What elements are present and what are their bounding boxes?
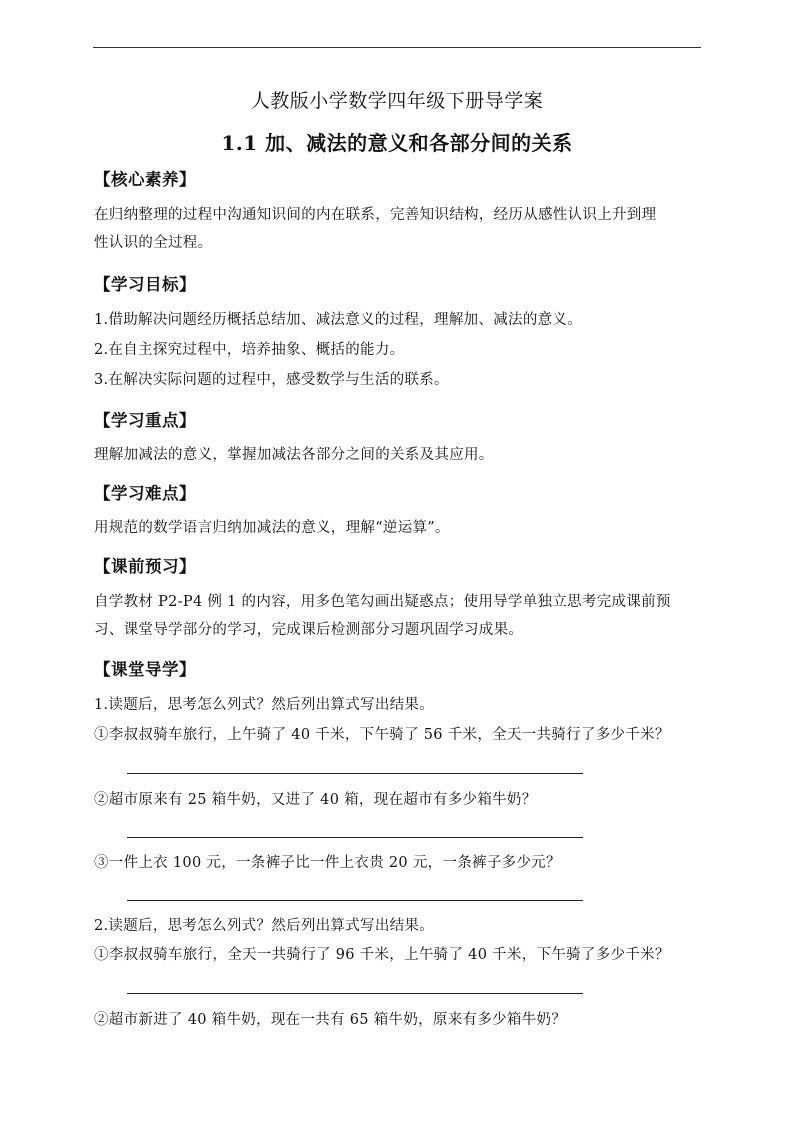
core-literacy-heading: 【核心素养】 bbox=[94, 170, 196, 189]
learning-goal-3: 3.在解决实际问题的过程中，感受数学与生活的联系。 bbox=[94, 372, 449, 388]
document-title: 人教版小学数学四年级下册导学案 bbox=[250, 90, 544, 112]
core-literacy-line-2: 性认识的全过程。 bbox=[94, 235, 213, 251]
answer-line-1a[interactable] bbox=[127, 773, 583, 774]
question-2b: ②超市新进了 40 箱牛奶，现在一共有 65 箱牛奶，原来有多少箱牛奶？ bbox=[94, 1012, 567, 1028]
lesson-title: 1.1 加、减法的意义和各部分间的关系 bbox=[221, 131, 573, 155]
preview-line-1: 自学教材 P2-P4 例 1 的内容，用多色笔勾画出疑惑点；使用导学单独立思考完成课前预 bbox=[94, 594, 671, 610]
learning-goal-1: 1.借助解决问题经历概括总结加、减法意义的过程，理解加、减法的意义。 bbox=[94, 312, 583, 328]
header-rule bbox=[93, 47, 701, 48]
answer-line-1c[interactable] bbox=[127, 900, 583, 901]
preview-line-2: 习、课堂导学部分的学习，完成课后检测部分习题巩固学习成果。 bbox=[94, 622, 524, 638]
preview-heading: 【课前预习】 bbox=[94, 557, 196, 576]
question-1c: ③一件上衣 100 元，一条裤子比一件上衣贵 20 元，一条裤子多少元？ bbox=[94, 855, 561, 871]
key-points-heading: 【学习重点】 bbox=[94, 411, 196, 430]
question-2a: ①李叔叔骑车旅行，全天一共骑行了 96 千米，上午骑了 40 千米，下午骑了多少千米？ bbox=[94, 947, 670, 963]
learning-goals-heading: 【学习目标】 bbox=[94, 275, 196, 294]
learning-goal-2: 2.在自主探究过程中，培养抽象、概括的能力。 bbox=[94, 342, 405, 358]
answer-line-1b[interactable] bbox=[127, 837, 583, 838]
question-1a: ①李叔叔骑车旅行，上午骑了 40 千米，下午骑了 56 千米，全天一共骑行了多少千米？ bbox=[94, 727, 670, 743]
question-2-prompt: 2.读题后，思考怎么列式？然后列出算式写出结果。 bbox=[94, 918, 435, 934]
difficulties-text: 用规范的数学语言归纳加减法的意义，理解“逆运算”。 bbox=[94, 520, 450, 536]
key-points-text: 理解加减法的意义，掌握加减法各部分之间的关系及其应用。 bbox=[94, 447, 494, 463]
core-literacy-line-1: 在归纳整理的过程中沟通知识间的内在联系，完善知识结构，经历从感性认识上升到理 bbox=[94, 207, 657, 223]
question-1b: ②超市原来有 25 箱牛奶，又进了 40 箱，现在超市有多少箱牛奶？ bbox=[94, 792, 537, 808]
question-1-prompt: 1.读题后，思考怎么列式？然后列出算式写出结果。 bbox=[94, 697, 435, 713]
class-guide-heading: 【课堂导学】 bbox=[94, 660, 196, 679]
difficulties-heading: 【学习难点】 bbox=[94, 484, 196, 503]
answer-line-2a[interactable] bbox=[127, 993, 583, 994]
